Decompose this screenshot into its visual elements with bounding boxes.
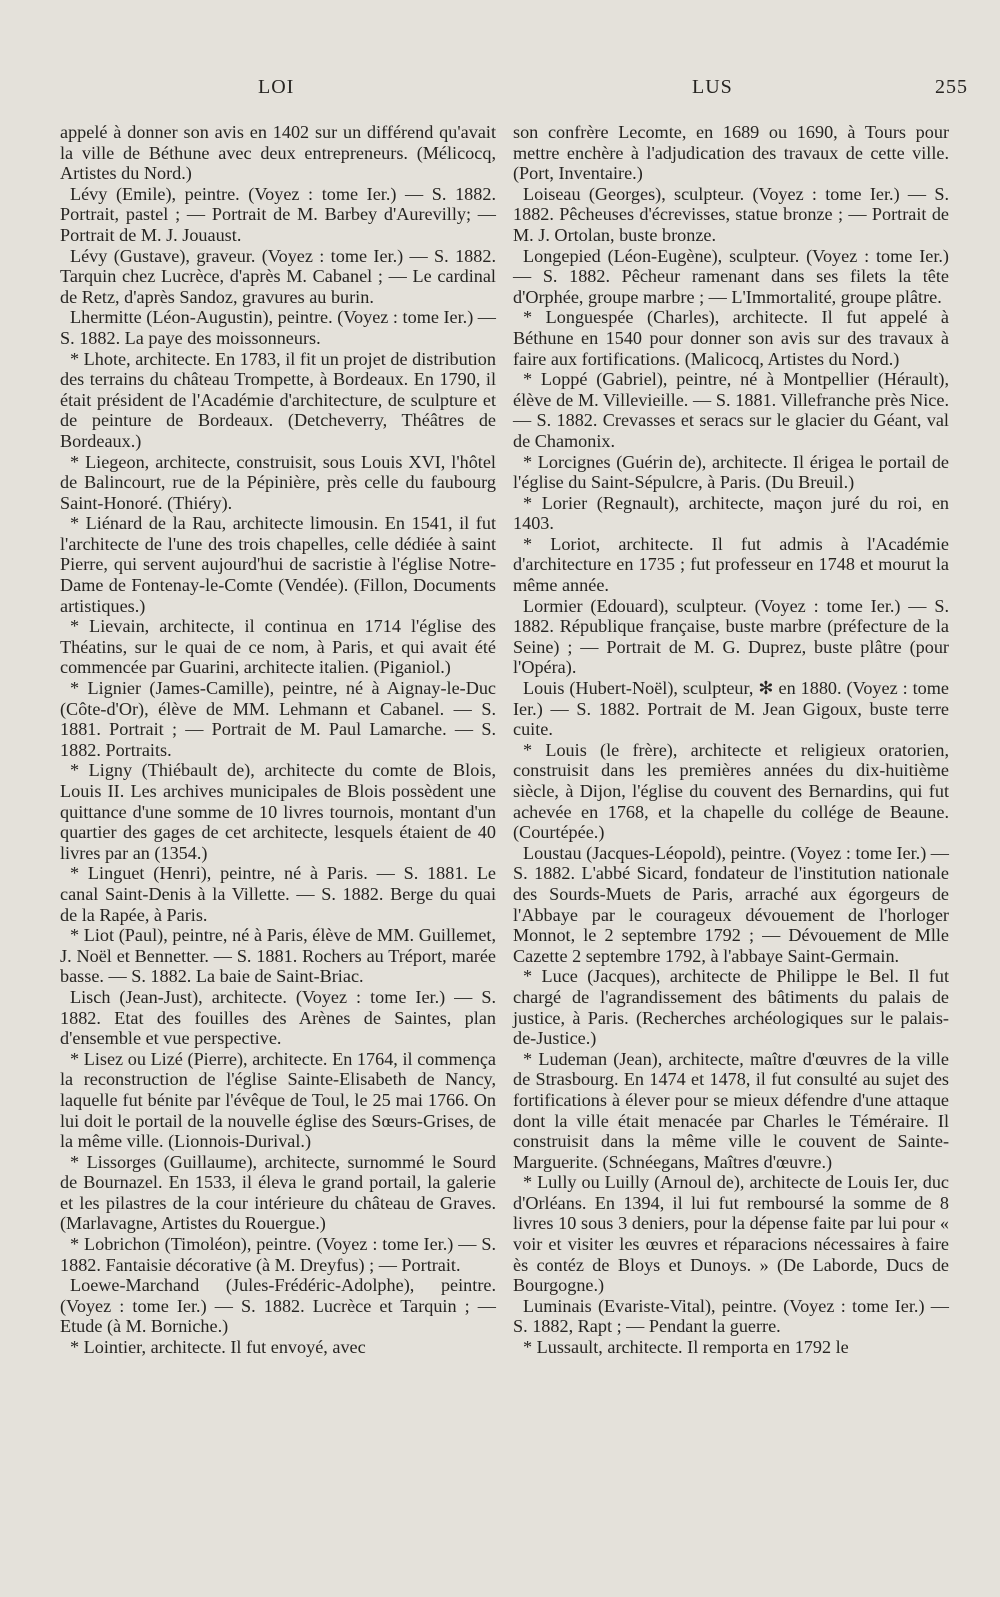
running-head-center: LUS [692,76,733,98]
dictionary-entry: Loustau (Jacques-Léopold), peintre. (Voyez : tome Ier.) — S. 1882. L'abbé Sicard, fondateur de l'institution nationale des Sourds-Muets de Paris, arraché aux égorgeurs de l'Abbaye par le courageux dévouement de l'horloger Monnot, le 2 septembre 1792 ; — Dévouement de Mlle Cazette 2 septembre 1792, à l'abbaye Saint-Germain. [513,842,949,966]
dictionary-entry: * Lhote, architecte. En 1783, il fit un projet de distribution des terrains du château Trompette, à Bordeaux. En 1790, il était président de l'Académie d'architecture, de sculpture et de peinture de Bordeaux. (Detcheverry, Théâtres de Bordeaux.) [60,348,496,451]
dictionary-entry: Loiseau (Georges), sculpteur. (Voyez : tome Ier.) — S. 1882. Pêcheuses d'écrevisses, statue bronze ; — Portrait de M. J. Ortolan, buste bronze. [513,183,949,245]
dictionary-entry: Lévy (Emile), peintre. (Voyez : tome Ier.) — S. 1882. Portrait, pastel ; — Portrait de M. Barbey d'Aurevilly; — Portrait de M. J. Jouaust. [60,183,496,245]
dictionary-entry: Lhermitte (Léon-Augustin), peintre. (Voyez : tome Ier.) — S. 1882. La paye des moissonneurs. [60,307,496,348]
dictionary-entry: * Lorier (Regnault), architecte, maçon juré du roi, en 1403. [513,492,949,534]
dictionary-entry: * Louis (le frère), architecte et religieux oratorien, construisit dans les premières années du dix-huitième siècle, à Dijon, l'église du couvent des Bernardins, qui fut achevée en 1768, et la chapelle du collége de Beaune. (Courtépée.) [513,739,949,843]
right-column [513,122,949,1358]
dictionary-entry: * Luce (Jacques), architecte de Philippe le Bel. Il fut chargé de l'agrandissement des bâtiments du palais de justice, à Paris. (Recherches archéologiques sur le palais-de-Justice.) [513,966,949,1049]
dictionary-entry: * Liénard de la Rau, architecte limousin. En 1541, il fut l'architecte de l'une des trois chapelles, celle dédiée à saint Pierre, qui servent aujourd'hui de sacristie à l'église Notre-Dame de Fontenay-le-Comte (Vendée). (Fillon, Documents artistiques.) [60,513,496,616]
running-head-left: LOI [258,76,295,98]
dictionary-entry: * Liegeon, architecte, construisit, sous Louis XVI, l'hôtel de Balincourt, rue de la Pépinière, près celle du faubourg Saint-Honoré. (Thiéry). [60,451,496,513]
dictionary-entry: * Lully ou Luilly (Arnoul de), architecte de Louis Ier, duc d'Orléans. En 1394, il lui fut remboursé la somme de 8 livres 10 sous 3 deniers, pour la dépense faite par lui pour « voir et visiter les œuvres et réparacions nécessaires à faire ès contéz de Bloys et Dunoys. » (De Laborde, Ducs de Bourgogne.) [513,1172,949,1296]
dictionary-entry: Lévy (Gustave), graveur. (Voyez : tome Ier.) — S. 1882. Tarquin chez Lucrèce, d'après M. Cabanel ; — Le cardinal de Retz, d'après Sandoz, gravures au burin. [60,245,496,307]
dictionary-entry: Louis (Hubert-Noël), sculpteur, ✻ en 1880. (Voyez : tome Ier.) — S. 1882. Portrait de M. Jean Gigoux, buste terre cuite. [513,678,949,740]
dictionary-entry: Loewe-Marchand (Jules-Frédéric-Adolphe), peintre. (Voyez : tome Ier.) — S. 1882. Lucrèce et Tarquin ; — Etude (à M. Borniche.) [60,1275,496,1337]
dictionary-entry: * Lussault, architecte. Il remporta en 1792 le [523,1337,849,1358]
dictionary-entry: Lisch (Jean-Just), architecte. (Voyez : tome Ier.) — S. 1882. Etat des fouilles des Arènes de Saintes, plan d'ensemble et vue perspective. [60,986,496,1049]
dictionary-entry: * Liot (Paul), peintre, né à Paris, élève de MM. Guillemet, J. Noël et Bennetter. — S. 1881. Rochers au Tréport, marée basse. — S. 1882. La baie de Saint-Briac. [60,925,496,987]
dictionary-entry: * Lievain, architecte, il continua en 1714 l'église des Théatins, sur le quai de ce nom, à Paris, et qui avait été commencée par Guarini, architecte italien. (Piganiol.) [60,616,496,678]
dictionary-entry: son confrère Lecomte, en 1689 ou 1690, à Tours pour mettre enchère à l'adjudication des travaux de cette ville. (Port, Inventaire.) [513,122,949,184]
left-column [60,122,496,1358]
dictionary-entry: * Lointier, architecte. Il fut envoyé, avec [70,1337,366,1358]
dictionary-entry: * Lisez ou Lizé (Pierre), architecte. En 1764, il commença la reconstruction de l'église Sainte-Elisabeth de Nancy, laquelle fut bénite par l'évêque de Toul, le 25 mai 1766. On lui doit le portail de la nouvelle église des Sœurs-Grises, de la même ville. (Lionnois-Durival.) [60,1048,496,1152]
dictionary-entry: Longepied (Léon-Eugène), sculpteur. (Voyez : tome Ier.) — S. 1882. Pêcheur ramenant dans ses filets la tête d'Orphée, groupe marbre ; — L'Immortalité, groupe plâtre. [513,245,949,307]
dictionary-entry: * Ligny (Thiébault de), architecte du comte de Blois, Louis II. Les archives municipales de Blois possèdent une quittance d'une somme de 10 livres tournois, montant d'un quartier des gages de cet architecte, lesquels étaient de 40 livres par an (1354.) [60,760,496,863]
dictionary-entry: * Lobrichon (Timoléon), peintre. (Voyez : tome Ier.) — S. 1882. Fantaisie décorative (à M. Dreyfus) ; — Portrait. [60,1234,496,1275]
dictionary-entry: * Lignier (James-Camille), peintre, né à Aignay-le-Duc (Côte-d'Or), élève de MM. Lehmann et Cabanel. — S. 1881. Portrait ; — Portrait de M. Paul Lamarche. — S. 1882. Portraits. [60,678,496,760]
dictionary-entry: appelé à donner son avis en 1402 sur un différend qu'avait la ville de Béthune avec deux entrepreneurs. (Mélicocq, Artistes du Nord.) [60,122,496,184]
dictionary-entry: * Ludeman (Jean), architecte, maître d'œuvres de la ville de Strasbourg. En 1474 et 1478, il fut consulté au sujet des fortifications à élever pour se mieux défendre d'une attaque dont la ville était menacée par Charles le Téméraire. Il construisit dans la même ville le couvent de Sainte-Marguerite. (Schnéegans, Maîtres d'œuvre.) [513,1048,949,1172]
dictionary-entry: * Lissorges (Guillaume), architecte, surnommé le Sourd de Bournazel. En 1533, il éleva le grand portail, la galerie et les pilastres de la cour intérieure du château de Graves. (Marlavagne, Artistes du Rouergue.) [60,1151,496,1234]
dictionary-entry: * Loriot, architecte. Il fut admis à l'Académie d'architecture en 1735 ; fut professeur en 1748 et mourut la même année. [513,533,949,596]
dictionary-entry: * Lorcignes (Guérin de), architecte. Il érigea le portail de l'église du Saint-Sépulcre, à Paris. (Du Breuil.) [513,451,949,493]
dictionary-entry: Luminais (Evariste-Vital), peintre. (Voyez : tome Ier.) — S. 1882, Rapt ; — Pendant la guerre. [513,1295,949,1337]
dictionary-entry: Lormier (Edouard), sculpteur. (Voyez : tome Ier.) — S. 1882. République française, buste marbre (préfecture de la Seine) ; — Portrait de M. G. Duprez, buste plâtre (pour l'Opéra). [513,595,949,678]
page-number: 255 [935,76,968,98]
dictionary-entry: * Linguet (Henri), peintre, né à Paris. — S. 1881. Le canal Saint-Denis à la Villette. — S. 1882. Berge du quai de la Rapée, à Paris. [60,863,496,925]
dictionary-entry: * Loppé (Gabriel), peintre, né à Montpellier (Hérault), élève de M. Villevieille. — S. 1881. Villefranche près Nice. — S. 1882. Crevasses et seracs sur le glacier du Géant, val de Chamonix. [513,369,949,451]
dictionary-entry: * Longuespée (Charles), architecte. Il fut appelé à Béthune en 1540 pour donner son avis sur des travaux à faire aux fortifications. (Malicocq, Artistes du Nord.) [513,307,949,369]
